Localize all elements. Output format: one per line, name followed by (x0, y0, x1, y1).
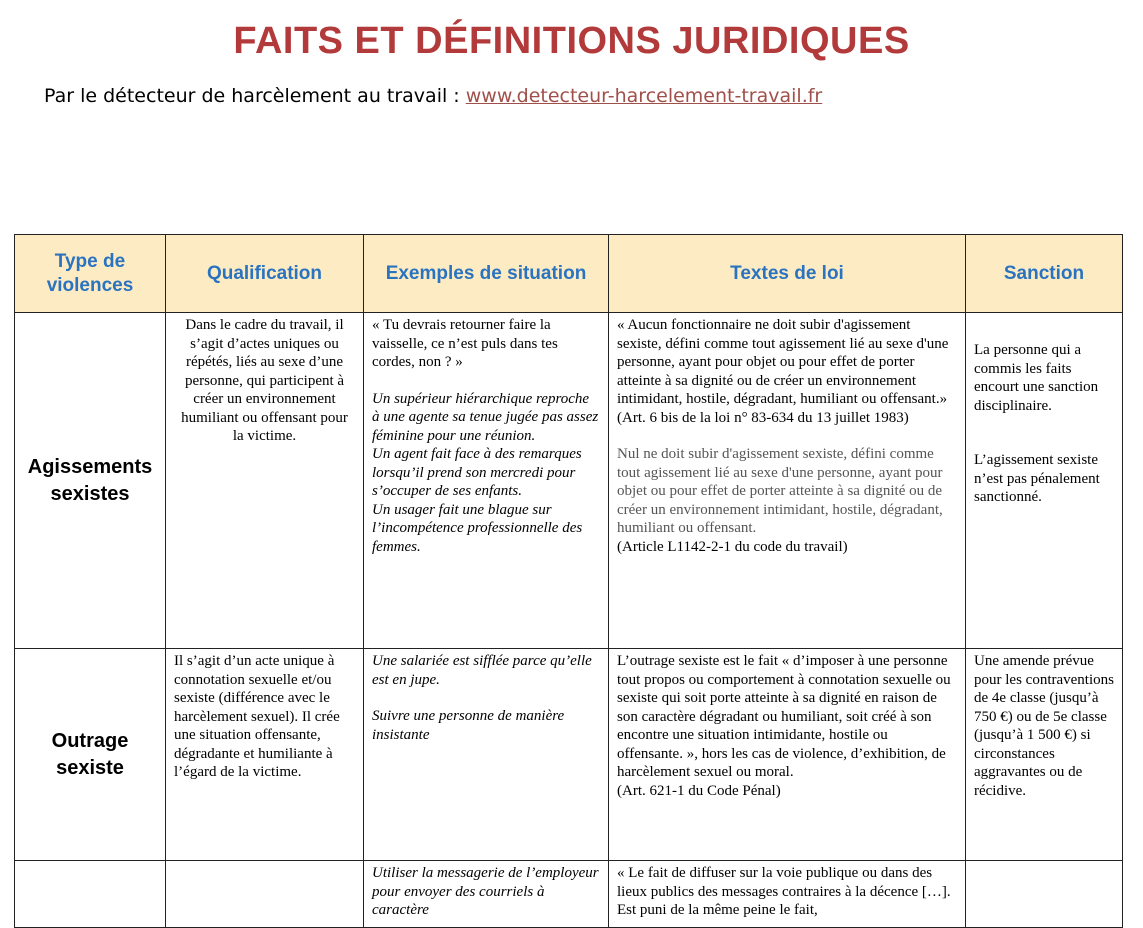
law-texts-cell (609, 861, 966, 928)
qualification-cell: Il s’agit d’un acte unique à connotation sexuelle et/ou sexiste (différence avec le harcèlement sexuel). Il crée une situation offensante, dégradante et humiliante à l’égard de la victime. (166, 649, 364, 861)
example-item: Suivre une personne de manière insistante (372, 708, 565, 743)
violence-type-cell: Agissements sexistes (15, 313, 166, 649)
subtitle-prefix: Par le détecteur de harcèlement au travail : (44, 85, 466, 107)
law-reference: (Art. 621-1 du Code Pénal) (617, 782, 781, 799)
legal-definitions-table (14, 234, 1123, 928)
column-header-qualification: Qualification (166, 235, 364, 313)
examples-cell (364, 861, 609, 928)
law-text: Nul ne doit subir d'agissement sexiste, défini comme tout agissement lié au sexe d'une personne, ayant pour objet ou pour effet de porter atteinte à sa dignité ou de créer un environnement intimidant, hostile, dégradant, humiliant ou offensant. (617, 446, 943, 536)
example-item: Un supérieur hiérarchique reproche à une agente sa tenue jugée pas assez féminine pour une réunion. (372, 390, 599, 444)
table-row (15, 861, 1123, 928)
sanction-text: L’agissement sexiste n’est pas pénalement sanctionné. (974, 452, 1100, 505)
example-item: Utiliser la messagerie de l’employeur pour envoyer des courriels à caractère (372, 865, 599, 918)
law-text: « Aucun fonctionnaire ne doit subir d'agissement sexiste, défini comme tout agissement lié au sexe d'une personne, ayant pour objet ou pour effet de porter atteinte à sa dignité ou de créer un environnement intimidant, hostile, dégradant, humiliant ou offensant.» (617, 317, 949, 407)
law-text: L’outrage sexiste est le fait « d’imposer à une personne tout propos ou comportement à connotation sexuelle ou sexiste qui soit porte atteinte à sa dignité en raison de son caractère dégradant ou humiliant, soit créé à son encontre une situation intimidante, hostile ou offensante. », hors les cas de violence, d’exhibition, de harcèlement sexuel ou moral. (617, 653, 951, 780)
table-row (15, 649, 1123, 861)
example-quote: « Tu devrais retourner faire la vaisselle, ce n’est puls dans tes cordes, non ? » (372, 317, 558, 370)
law-text: « Le fait de diffuser sur la voie publique ou dans des lieux publics des messages contraires à la décence […]. Est puni de la même peine le fait, (617, 865, 951, 918)
column-header-type: Type de violences (15, 235, 166, 313)
website-link[interactable]: www.detecteur-harcelement-travail.fr (465, 85, 823, 107)
qualification-cell: Dans le cadre du travail, il s’agit d’actes uniques ou répétés, liés au sexe d’une personne, qui participent à créer un environnement humiliant ou offensant pour la victime. (166, 313, 364, 649)
law-texts-cell (609, 313, 966, 649)
column-header-examples: Exemples de situation (364, 235, 609, 313)
examples-cell (364, 649, 609, 861)
document-title: FAITS ET DÉFINITIONS JURIDIQUES (233, 20, 910, 62)
column-header-sanction: Sanction (966, 235, 1123, 313)
example-item: Un usager fait une blague sur l’incompétence professionnelle des femmes. (372, 501, 583, 555)
law-texts-cell (609, 649, 966, 861)
table-row (15, 313, 1123, 649)
violence-type-cell (15, 861, 166, 928)
column-header-law-texts: Textes de loi (609, 235, 966, 313)
violence-type-cell: Outrage sexiste (15, 649, 166, 861)
document-subtitle (44, 85, 822, 107)
sanction-cell (966, 861, 1123, 928)
examples-cell (364, 313, 609, 649)
law-reference: (Art. 6 bis de la loi n° 83-634 du 13 juillet 1983) (617, 409, 909, 426)
sanction-text: Une amende prévue pour les contraventions de 4e classe (jusqu’à 750 €) ou de 5e classe (jusqu’à 1 500 €) si circonstances aggravantes ou de récidive. (974, 653, 1114, 799)
qualification-cell (166, 861, 364, 928)
example-item: Un agent fait face à des remarques lorsqu’il prend son mercredi pour s’occuper de ses enfants. (372, 446, 582, 499)
table-header-row (15, 235, 1123, 313)
sanction-cell (966, 313, 1123, 649)
sanction-cell (966, 649, 1123, 861)
example-item: Une salariée est sifflée parce qu’elle est en jupe. (372, 653, 592, 688)
law-reference: (Article L1142-2-1 du code du travail) (617, 538, 848, 555)
sanction-text: La personne qui a commis les faits encourt une sanction disciplinaire. (974, 342, 1099, 414)
